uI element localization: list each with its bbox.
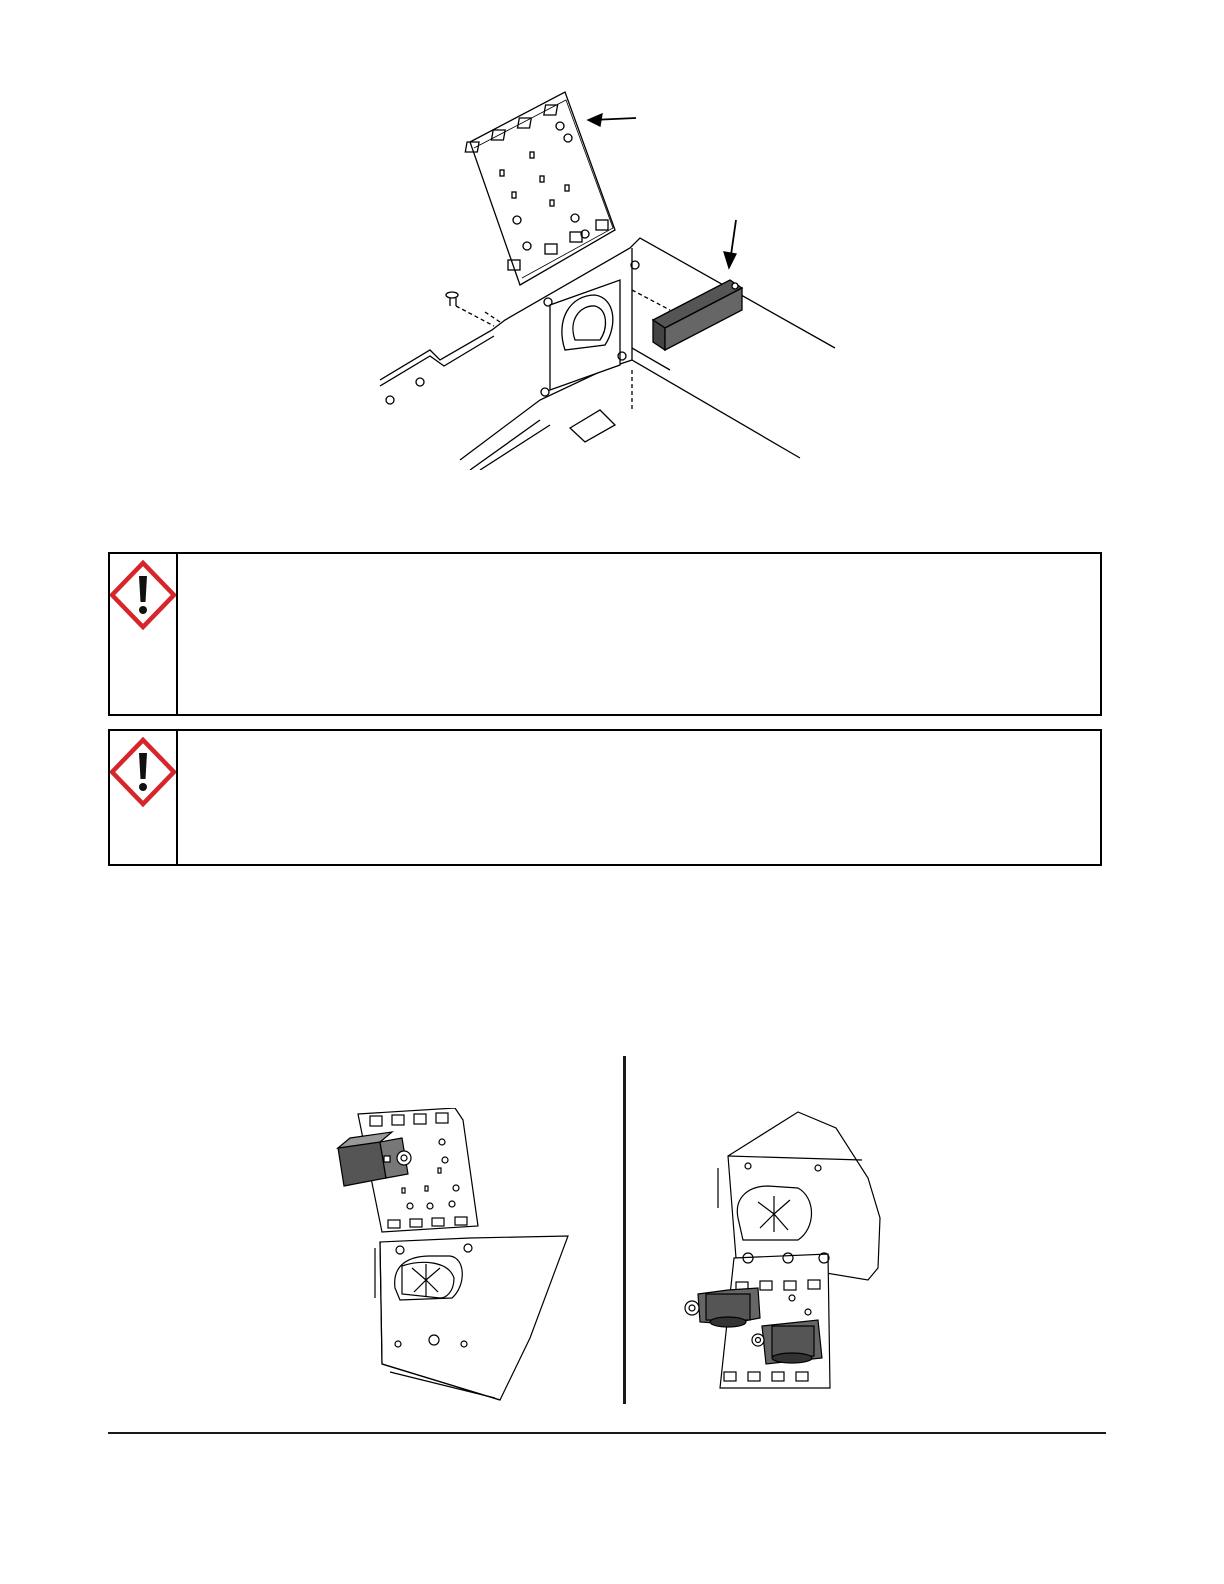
top-assembly-figure	[370, 80, 850, 470]
warning-icon-cell	[110, 731, 178, 864]
warning-box	[108, 729, 1102, 866]
exclamation-warning-icon	[110, 558, 176, 632]
exclamation-warning-icon	[110, 735, 176, 809]
latch-bracket	[632, 280, 742, 350]
chassis-base	[380, 238, 835, 470]
figure-divider	[623, 1056, 626, 1404]
bottom-right-figure	[668, 1108, 898, 1398]
warning-icon-cell	[110, 554, 178, 714]
warning-box	[108, 552, 1102, 716]
callout-arrows	[588, 114, 736, 268]
screw-part	[446, 292, 494, 326]
footer-rule	[108, 1432, 1106, 1434]
chassis-body	[375, 1236, 568, 1400]
bottom-left-figure	[330, 1108, 580, 1408]
